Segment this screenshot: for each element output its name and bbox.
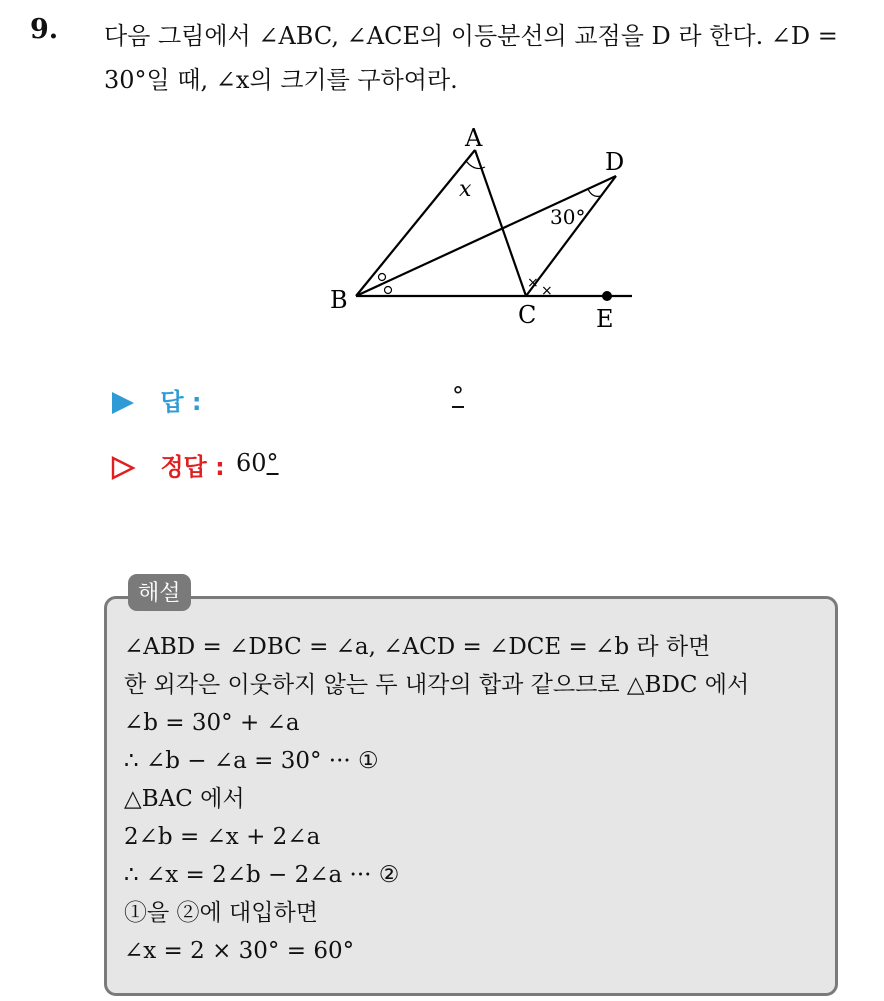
solution-line: ∴ ∠b − ∠a = 30° ··· ① <box>124 748 379 774</box>
play-outline-icon <box>110 455 136 481</box>
correct-answer-value <box>236 449 279 477</box>
solution-tab: 해설 <box>128 574 191 611</box>
line-cd <box>526 176 616 296</box>
label-angle-x: x <box>459 177 472 202</box>
correct-answer-row <box>110 447 225 482</box>
solution-line: ∠ABD = ∠DBC = ∠a, ∠ACD = ∠DCE = ∠b 라 하면 <box>124 634 711 660</box>
mark-b-lower <box>385 287 392 294</box>
line-bd <box>356 176 616 296</box>
mark-c-upper: × <box>527 275 539 291</box>
label-d: D <box>605 148 625 176</box>
solution-line: 2∠b = ∠x + 2∠a <box>124 824 321 850</box>
solution-line: △BAC 에서 <box>124 786 245 812</box>
label-c: C <box>518 301 537 329</box>
question-number: 9. <box>30 14 59 45</box>
label-b: B <box>330 286 348 314</box>
solution-line: ①을 ②에 대입하면 <box>124 900 318 926</box>
solution-line: 한 외각은 이웃하지 않는 두 내각의 합과 같으므로 △BDC 에서 <box>124 672 750 698</box>
arc-angle-d <box>588 189 601 196</box>
solution-text <box>124 628 834 970</box>
answer-row <box>110 382 202 417</box>
answer-label: 답 : <box>160 388 202 416</box>
solution-line: ∠b = 30° + ∠a <box>124 710 300 736</box>
label-a: A <box>465 124 483 152</box>
line-ac <box>475 150 526 296</box>
correct-answer-label: 정답 : <box>160 453 225 481</box>
play-filled-icon <box>110 390 136 416</box>
correct-answer-unit: ° <box>266 449 279 477</box>
question-text: 다음 그림에서 ∠ABC, ∠ACE의 이등분선의 교점을 D 라 한다. ∠D = 30°일 때, ∠x의 크기를 구하여라. <box>104 22 838 94</box>
answer-unit: ° <box>452 382 464 410</box>
mark-c-lower: × <box>541 283 553 299</box>
label-e: E <box>596 305 614 333</box>
solution-line: ∴ ∠x = 2∠b − 2∠a ··· ② <box>124 862 400 888</box>
geometry-figure <box>320 118 650 338</box>
label-angle-30: 30° <box>550 205 586 229</box>
line-ab <box>356 150 475 296</box>
solution-line: ∠x = 2 × 30° = 60° <box>124 938 355 964</box>
mark-b-upper <box>379 274 386 281</box>
point-e <box>602 291 612 301</box>
correct-answer-number: 60 <box>236 449 267 477</box>
